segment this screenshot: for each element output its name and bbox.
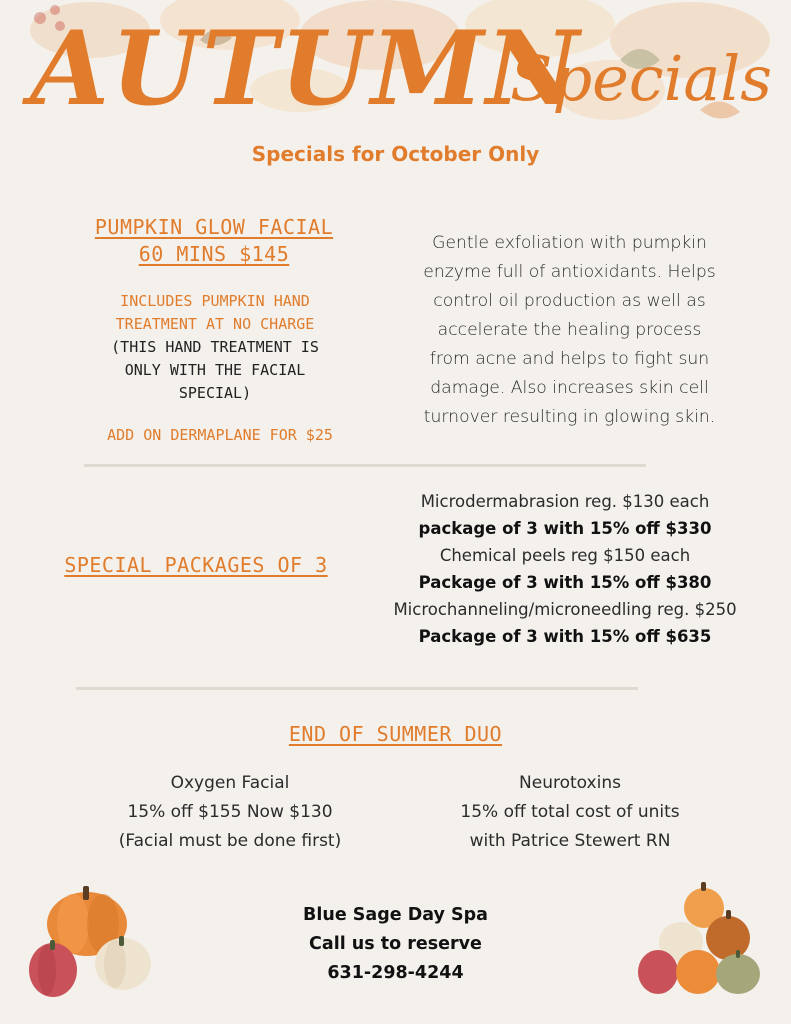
duo-left-line: 15% off $155 Now $130	[127, 802, 333, 822]
facial-includes	[70, 290, 360, 405]
package-line: Chemical peels reg $150 each	[439, 546, 691, 565]
description-line: control oil production as well as	[433, 291, 706, 311]
subtitle: Specials for October Only	[251, 142, 540, 166]
facial-heading	[55, 214, 373, 268]
package-line: package of 3 with 15% off $330	[418, 519, 712, 538]
description-line: damage. Also increases skin cell	[430, 378, 709, 398]
call-to-action: Call us to reserve	[309, 934, 482, 954]
business-name: Blue Sage Day Spa	[303, 905, 488, 925]
package-line: Package of 3 with 15% off $380	[418, 573, 712, 592]
package-line: Package of 3 with 15% off $635	[418, 627, 712, 646]
duo-left-line: (Facial must be done first)	[118, 831, 342, 851]
duo-heading: END OF SUMMER DUO	[288, 722, 503, 746]
pumpkin-group-right-icon	[636, 880, 766, 1000]
divider-top	[84, 464, 646, 467]
duo-left-line: Oxygen Facial	[170, 773, 290, 793]
duo-right-line: 15% off total cost of units	[460, 802, 680, 822]
title-specials: Specials	[510, 42, 773, 115]
includes-line2: TREATMENT AT NO CHARGE	[115, 315, 315, 333]
includes-line1: INCLUDES PUMPKIN HAND	[120, 292, 310, 310]
package-line: Microdermabrasion reg. $130 each	[420, 492, 710, 511]
facial-heading-line1: PUMPKIN GLOW FACIAL	[94, 215, 334, 239]
description-line: from acne and helps to fight sun	[429, 349, 710, 369]
pumpkin-group-left-icon	[25, 880, 155, 1000]
description-line: enzyme full of antioxidants. Helps	[423, 262, 716, 282]
title-autumn: AUTUMN	[30, 9, 582, 129]
duo-right-line: with Patrice Stewert RN	[469, 831, 671, 851]
package-line: Microchanneling/microneedling reg. $250	[393, 600, 737, 619]
packages-list	[360, 488, 770, 650]
packages-heading: SPECIAL PACKAGES OF 3	[64, 553, 328, 577]
description-line: turnover resulting in glowing skin.	[423, 407, 716, 427]
facial-heading-line2: 60 MINS $145	[138, 242, 290, 266]
description-line: Gentle exfoliation with pumpkin	[432, 233, 707, 253]
dermaplane-addon: ADD ON DERMAPLANE FOR $25	[107, 426, 333, 444]
duo-right	[420, 769, 720, 856]
duo-right-line: Neurotoxins	[519, 773, 621, 793]
note-line2: ONLY WITH THE FACIAL	[124, 361, 306, 379]
duo-left	[80, 769, 380, 856]
divider-bottom	[76, 687, 638, 690]
description-line: accelerate the healing process	[437, 320, 702, 340]
note-line1: (THIS HAND TREATMENT IS	[111, 338, 319, 356]
note-line3: SPECIAL)	[178, 384, 252, 402]
phone-number[interactable]: 631-298-4244	[327, 963, 464, 983]
facial-description	[392, 229, 747, 432]
